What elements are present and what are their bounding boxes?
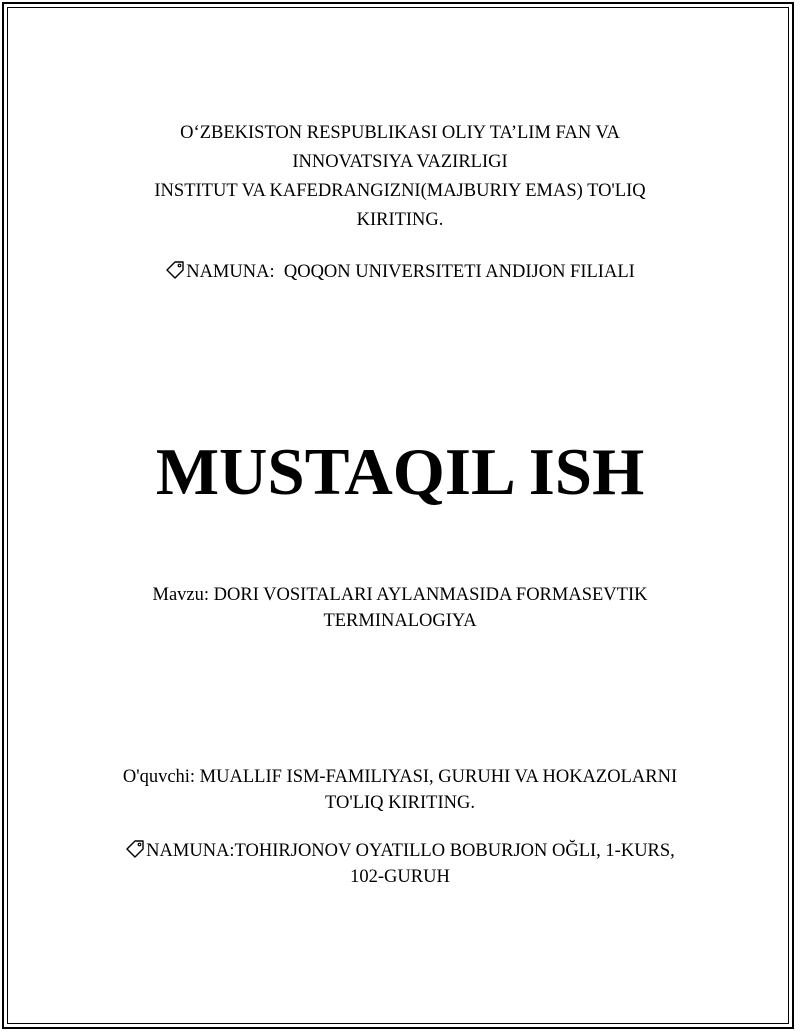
student-line: TO'LIQ KIRITING. bbox=[325, 793, 475, 813]
header-line: O‘ZBEKISTON RESPUBLIKASI OLIY TA’LIM FAN VA bbox=[180, 123, 620, 143]
header-line: INNOVATSIYA VAZIRLIGI bbox=[292, 152, 508, 172]
sample-student-line: 102-GURUH bbox=[350, 867, 450, 887]
tag-icon bbox=[125, 839, 145, 859]
header-line: KIRITING. bbox=[356, 210, 444, 230]
sample-student bbox=[0, 838, 800, 890]
sample-institution-text: NAMUNA: QOQON UNIVERSITETI ANDIJON FILIALI bbox=[186, 262, 635, 282]
document-title: MUSTAQIL ISH bbox=[155, 435, 645, 509]
topic-line: Mavzu: DORI VOSITALARI AYLANMASIDA FORMASEVTIK bbox=[152, 585, 648, 605]
student-line: O'quvchi: MUALLIF ISM-FAMILIYASI, GURUHI VA HOKAZOLARNI bbox=[122, 767, 678, 787]
sample-student-line: NAMUNA:TOHIRJONOV OYATILLO BOBURJON OĞLI, 1-KURS, bbox=[146, 841, 675, 861]
student-info bbox=[0, 764, 800, 816]
topic-line: TERMINALOGIYA bbox=[323, 611, 477, 631]
ministry-header bbox=[0, 119, 800, 235]
sample-institution bbox=[0, 258, 800, 287]
header-line: INSTITUT VA KAFEDRANGIZNI(MAJBURIY EMAS) TO'LIQ bbox=[154, 181, 646, 201]
topic bbox=[0, 582, 800, 634]
tag-icon bbox=[165, 260, 185, 280]
